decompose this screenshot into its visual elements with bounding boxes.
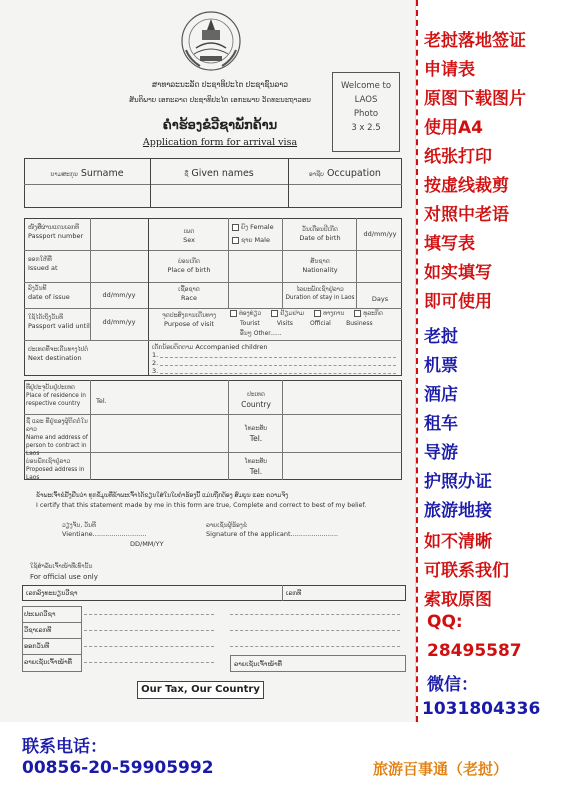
form-title-english: Application form for arrival visa (142, 137, 298, 148)
sex-options: ຍິງ Female ຊາຍ Male (232, 223, 282, 245)
declaration-date-format: DD/MM/YY (130, 540, 164, 548)
ad-line: 租车 (424, 414, 458, 434)
purpose-option-labels: Tourist Visits Official Business (240, 320, 373, 327)
qq-number: 28495587 (427, 641, 522, 661)
date-of-birth-label: ວັນເດືອນປີເກີດ Date of birth (299, 226, 341, 242)
ad-line: 填写表 (424, 234, 475, 254)
form-title-lao: ຄຳຮ້ອງຂໍວີຊາພັກຄ້ານ (162, 118, 278, 133)
country-label: ປະເທດ Country (241, 391, 271, 409)
ad-line: 按虚线裁剪 (424, 176, 509, 196)
other-purpose-label: ອື່ນໆ Other...... (240, 330, 282, 337)
given-names-label: ຊື່ Given names (184, 168, 254, 179)
cut-line (416, 0, 418, 722)
phone-number: 00856-20-59905992 (22, 758, 214, 778)
brand-name: 旅游百事通（老挝） (373, 760, 509, 778)
race-label: ເຊື້ອຊາດ Race (178, 286, 200, 302)
ad-line: 老挝落地签证 (424, 31, 526, 51)
proposed-address-label: ບ່ອນພັກເຊົາຢູ່ລາວ Proposed address in Laos (26, 458, 85, 481)
place-label: ວຽງຈັນ, ວັນທີ Vientiane.......................... (62, 522, 147, 538)
purpose-options: ທ່ອງທ່ຽວ ຢ້ຽມຢາມ ທາງການ ທຸລະກິດ (230, 310, 402, 318)
photo-box (332, 72, 400, 152)
male-checkbox[interactable] (232, 237, 239, 244)
wechat-number: 1031804336 (422, 699, 541, 719)
ad-line: 对照中老语 (424, 205, 509, 225)
ad-line: 使用A4 (424, 118, 483, 138)
contact-tel-label: ໂທລະສັບ Tel. (244, 425, 268, 443)
declaration-english: I certify that this statement made by me in this form are true, Complete and correct to best of my belief. (36, 502, 367, 509)
officer-signature-label-2: ລາຍເຊັນເຈົ້າໜ້າທີ່ (234, 660, 282, 668)
our-tax-our-country-box: Our Tax, Our Country (137, 681, 264, 699)
passport-valid-label: ໃຊ້ໄດ້ເຖິງວັນທີ Passport valid until (28, 314, 90, 330)
ad-line: 如实填写 (424, 263, 492, 283)
ad-line: 老挝 (424, 327, 458, 347)
child-2: 2. (152, 359, 159, 367)
issued-at-label: ອອກໃຫ້ທີ່ Issued at (28, 256, 58, 272)
applicant-signature-label: ລາຍເຊັນຜູ້ຮ້ອງຂໍ Signature of the applicant....................... (206, 522, 339, 538)
nationality-label: ສັນຊາດ Nationality (302, 258, 338, 274)
seal-number-label: ເລກທີ (286, 589, 302, 597)
business-checkbox[interactable] (354, 310, 361, 317)
header-lao-line2: ສັນຕິພາບ ເອກະລາດ ປະຊາທິປະໄຕ ເອກະພາບ ວັດທະນະຖາວອນ (129, 96, 311, 104)
ad-line: 机票 (424, 356, 458, 376)
ad-line: 原图下载图片 (424, 89, 526, 109)
photo-label: Photo (353, 109, 379, 119)
proposed-tel-label: ໂທລະສັບ Tel. (244, 458, 268, 476)
visits-checkbox[interactable] (271, 310, 278, 317)
female-checkbox[interactable] (232, 224, 239, 231)
duration-of-stay-label: ໄລຍະພັກເຊົາຢູ່ລາວ Duration of stay in Laos (285, 286, 355, 301)
days-label: Days (371, 295, 389, 303)
occupation-label: ອາຊີບ Occupation (309, 168, 381, 179)
ad-line: 可联系我们 (424, 561, 509, 581)
phone-label: 联系电话： (22, 737, 107, 757)
officer-signature-label-1: ລາຍເຊັນເຈົ້າໜ້າທີ່ (24, 658, 72, 666)
contact-in-laos-label: ຊື່ ແລະ ທີ່ຢູ່ຂອງຜູ້ຕິດຕໍ່ໃນລາວ Name and address of person to contract in Laos (26, 418, 88, 457)
passport-valid-format: dd/mm/yy (102, 318, 136, 326)
place-of-birth-label: ບ່ອນເກີດ Place of birth (167, 258, 211, 274)
official-checkbox[interactable] (314, 310, 321, 317)
header-lao-line1: ສາທາລະນະລັດ ປະຊາທິປະໄຕ ປະຊາຊົນລາວ (152, 80, 288, 89)
residence-label: ທີ່ຢູ່ປະຈຸບັນຢູ່ປະເທດ Place of residence in respective country (26, 384, 86, 407)
lao-national-emblem-icon (180, 10, 242, 72)
next-destination-label: ປະເທດທີ່ຈະເດີນທາງໄປຕໍ່ Next destination (28, 346, 89, 362)
passport-number-label: ໜັງສືຜ່ານແດນເລກທີ Passport number (28, 224, 84, 240)
tourist-checkbox[interactable] (230, 310, 237, 317)
date-of-issue-label: ລົງວັນທີ date of issue (28, 285, 70, 301)
qq-label: QQ: (427, 612, 463, 632)
ad-line: 如不清晰 (424, 532, 492, 552)
official-use-label: ໃຊ້ສຳລັບເຈົ້າໜ້າທີ່ເທົ່ານັ້ນ For official use only (30, 563, 98, 581)
issue-date-label: ອອກວັນທີ (24, 642, 50, 650)
sex-label: ເພດ Sex (183, 228, 195, 244)
visa-type-label: ປະເພດວີຊາ (24, 610, 56, 618)
ad-line: 索取原图 (424, 590, 492, 610)
ad-line: 即可使用 (424, 292, 492, 312)
visa-number-label: ວີຊາເລກທີ (24, 626, 52, 634)
ad-line: 酒店 (424, 385, 458, 405)
photo-welcome: Welcome to (340, 81, 392, 91)
ad-line: 旅游地接 (424, 501, 492, 521)
visa-registration-label: ເລກລົງທະບຽນວີຊາ (26, 589, 78, 597)
date-of-birth-format: dd/mm/yy (363, 230, 397, 238)
photo-laos: LAOS (354, 95, 378, 105)
surname-label: ນາມສະກຸນ Surname (50, 168, 124, 179)
purpose-of-visit-label: ຈຸດປະສົງການເດີນທາງ Purpose of visit (162, 312, 216, 328)
ad-line: 纸张打印 (424, 147, 492, 167)
wechat-label: 微信： (427, 675, 478, 695)
date-of-issue-format: dd/mm/yy (102, 291, 136, 299)
ad-line: 护照办证 (424, 472, 492, 492)
photo-size: 3 x 2.5 (351, 123, 381, 133)
accompanied-children-label: ເດັກນ້ອຍຕິດຕາມ Accompanied children (152, 343, 268, 351)
child-1: 1. (152, 351, 159, 359)
declaration-lao: ຂ້າພະເຈົ້າຂໍຢັ້ງຢືນວ່າ ທຸກຂໍ້ມູນທີ່ຂ້າພະເຈົ້າໄດ້ຂຽນໃສ່ໃນໃບຄຳຮ້ອງນີ້ ແມ່ນຖືກຕ້ອງ ສົມບູນ ແລະ ຄວາມຈິງ (36, 492, 289, 499)
residence-tel: Tel. (96, 397, 107, 405)
ad-line: 申请表 (424, 60, 475, 80)
child-3: 3. (152, 367, 159, 375)
name-row (24, 158, 402, 208)
ad-line: 导游 (424, 443, 458, 463)
